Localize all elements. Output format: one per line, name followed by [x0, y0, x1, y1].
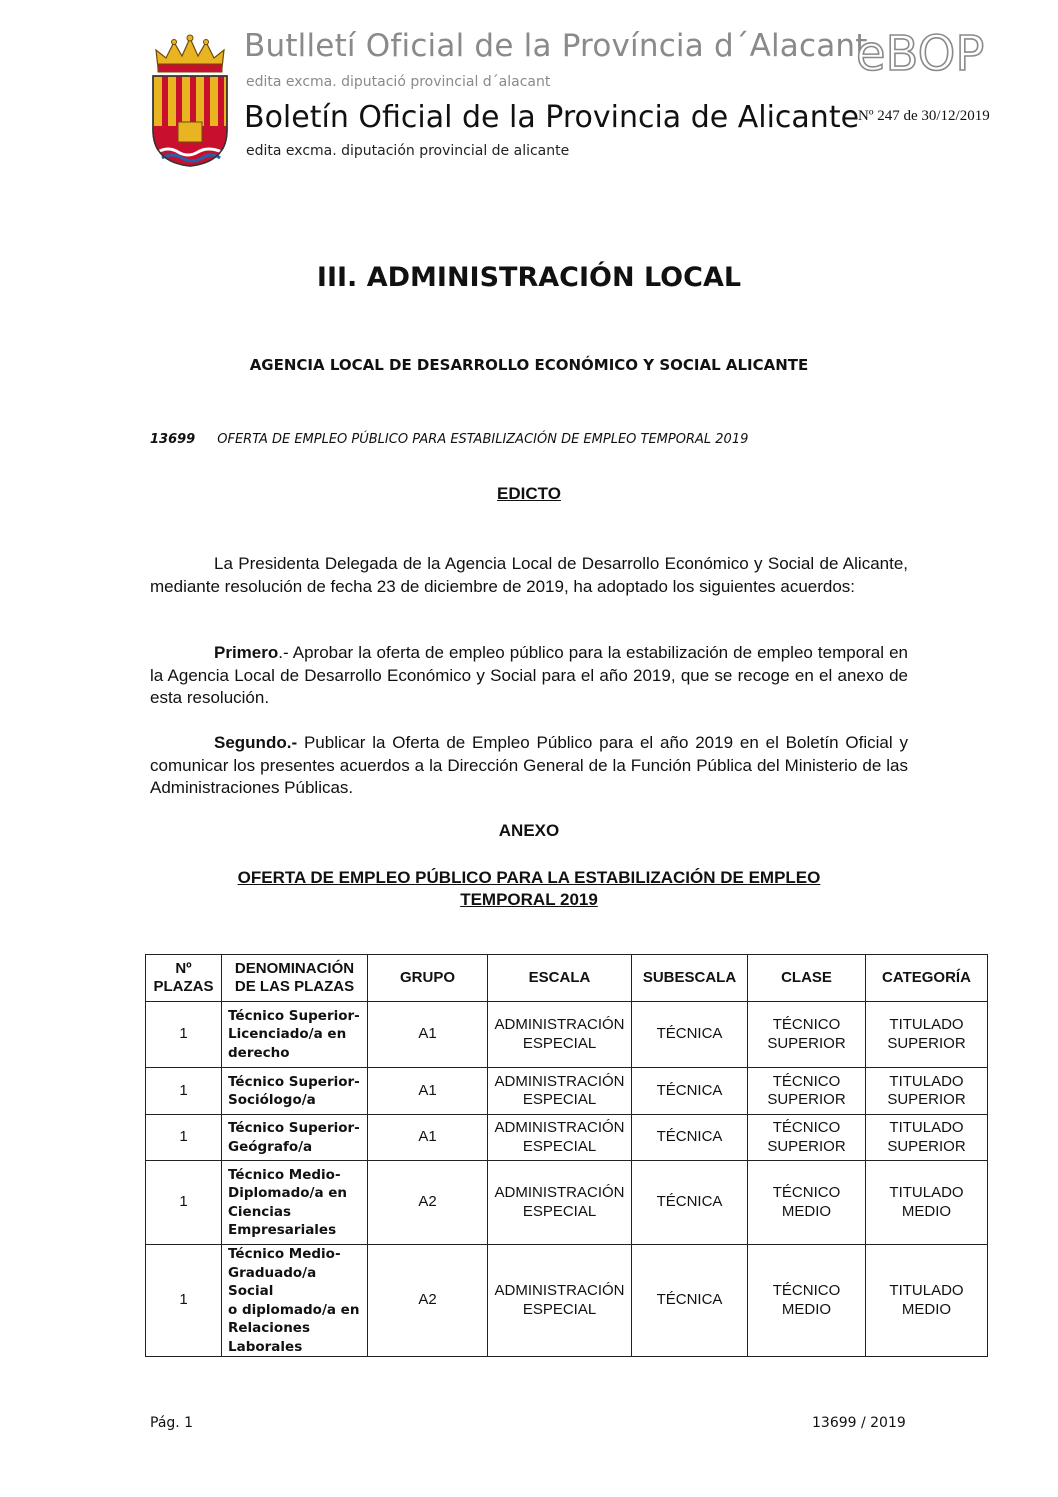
cell-clase: TÉCNICO SUPERIOR — [748, 1002, 866, 1068]
table-row — [146, 1161, 988, 1245]
cell-clase: TÉCNICO SUPERIOR — [748, 1068, 866, 1115]
cell-subescala: TÉCNICA — [632, 1161, 748, 1245]
cell-denominacion: Técnico Superior- Sociólogo/a — [222, 1068, 368, 1115]
cell-escala: ADMINISTRACIÓN ESPECIAL — [488, 1161, 632, 1245]
cell-grupo: A1 — [368, 1115, 488, 1161]
segundo-text: Publicar la Oferta de Empleo Público para el año 2019 en el Boletín Oficial y comunicar los presentes acuerdos a la Dirección General de la Función Pública del Ministerio de las Administraciones Públicas. — [150, 733, 908, 797]
cell-categoria: TITULADO MEDIO — [866, 1161, 988, 1245]
paragraph-primero — [150, 642, 908, 710]
coat-of-arms-icon — [150, 34, 230, 168]
cell-clase: TÉCNICO MEDIO — [748, 1161, 866, 1245]
cell-plazas: 1 — [146, 1068, 222, 1115]
header-subtitle-spanish: edita excma. diputación provincial de alicante — [246, 143, 570, 159]
cell-grupo: A2 — [368, 1161, 488, 1245]
ebop-logo-text: eBOP — [856, 26, 985, 78]
primero-label: Primero — [214, 643, 279, 662]
anexo-heading: ANEXO — [498, 821, 560, 840]
cell-categoria: TITULADO SUPERIOR — [866, 1068, 988, 1115]
table-row — [146, 1068, 988, 1115]
cell-escala: ADMINISTRACIÓN ESPECIAL — [488, 1002, 632, 1068]
section-title: III. ADMINISTRACIÓN LOCAL — [316, 262, 742, 293]
announcement-number: 13699 — [150, 432, 196, 447]
announcement-title: OFERTA DE EMPLEO PÚBLICO PARA ESTABILIZACIÓN DE EMPLEO TEMPORAL 2019 — [217, 432, 749, 447]
ebop-logo — [854, 26, 1006, 78]
cell-plazas: 1 — [146, 1161, 222, 1245]
header-clase: CLASE — [748, 955, 866, 1002]
cell-subescala: TÉCNICA — [632, 1068, 748, 1115]
header-subescala: SUBESCALA — [632, 955, 748, 1002]
header-subtitle-catalan: edita excma. diputació provincial d´alacant — [246, 74, 551, 90]
document-reference: 13699 / 2019 — [812, 1415, 906, 1431]
header-title-catalan: Butlletí Oficial de la Província d´Alacant — [244, 28, 868, 64]
cell-categoria: TITULADO SUPERIOR — [866, 1115, 988, 1161]
cell-plazas: 1 — [146, 1002, 222, 1068]
header-categoria: CATEGORÍA — [866, 955, 988, 1002]
primero-text: .- Aprobar la oferta de empleo público para la estabilización de empleo temporal en la Agencia Local de Desarrollo Económico y Social para el año 2019, que se recoge en el anexo de esta resolución. — [150, 643, 908, 707]
cell-plazas: 1 — [146, 1245, 222, 1357]
header-plazas: Nº PLAZAS — [146, 955, 222, 1002]
cell-grupo: A1 — [368, 1068, 488, 1115]
edicto-heading: EDICTO — [497, 484, 561, 503]
oferta-title-line-1: OFERTA DE EMPLEO PÚBLICO PARA LA ESTABILIZACIÓN DE EMPLEO — [237, 868, 821, 887]
table-row — [146, 1245, 988, 1357]
cell-grupo: A2 — [368, 1245, 488, 1357]
paragraph-intro-text: La Presidenta Delegada de la Agencia Local de Desarrollo Económico y Social de Alicante, mediante resolución de fecha 23 de diciembre de 2019, ha adoptado los siguientes acuerdos: — [150, 554, 908, 596]
cell-subescala: TÉCNICA — [632, 1002, 748, 1068]
header-denominacion: DENOMINACIÓN DE LAS PLAZAS — [222, 955, 368, 1002]
table-row — [146, 1115, 988, 1161]
agency-name: AGENCIA LOCAL DE DESARROLLO ECONÓMICO Y SOCIAL ALICANTE — [249, 356, 809, 374]
table-header-row — [146, 955, 988, 1002]
paragraph-intro — [150, 553, 908, 598]
paragraph-segundo — [150, 732, 908, 800]
cell-subescala: TÉCNICA — [632, 1245, 748, 1357]
announcement-reference — [150, 432, 748, 447]
cell-denominacion: Técnico Superior- Geógrafo/a — [222, 1115, 368, 1161]
cell-denominacion: Técnico Medio- Diplomado/a en Ciencias Empresariales — [222, 1161, 368, 1245]
cell-plazas: 1 — [146, 1115, 222, 1161]
page-number: Pág. 1 — [150, 1415, 194, 1431]
cell-denominacion: Técnico Medio- Graduado/a Social o diplomado/a en Relaciones Laborales — [222, 1245, 368, 1357]
table-row — [146, 1002, 988, 1068]
oferta-title — [150, 867, 908, 911]
header-grupo: GRUPO — [368, 955, 488, 1002]
cell-clase: TÉCNICO MEDIO — [748, 1245, 866, 1357]
header-escala: ESCALA — [488, 955, 632, 1002]
plazas-table — [145, 954, 988, 1357]
oferta-title-line-2: TEMPORAL 2019 — [460, 890, 598, 909]
cell-categoria: TITULADO MEDIO — [866, 1245, 988, 1357]
cell-escala: ADMINISTRACIÓN ESPECIAL — [488, 1245, 632, 1357]
cell-categoria: TITULADO SUPERIOR — [866, 1002, 988, 1068]
cell-escala: ADMINISTRACIÓN ESPECIAL — [488, 1115, 632, 1161]
segundo-label: Segundo.- — [214, 733, 298, 752]
cell-clase: TÉCNICO SUPERIOR — [748, 1115, 866, 1161]
cell-grupo: A1 — [368, 1002, 488, 1068]
cell-subescala: TÉCNICA — [632, 1115, 748, 1161]
cell-escala: ADMINISTRACIÓN ESPECIAL — [488, 1068, 632, 1115]
issue-number-date: Nº 247 de 30/12/2019 — [858, 108, 990, 124]
cell-denominacion: Técnico Superior- Licenciado/a en derecho — [222, 1002, 368, 1068]
header-title-spanish: Boletín Oficial de la Provincia de Alicante — [244, 100, 860, 135]
